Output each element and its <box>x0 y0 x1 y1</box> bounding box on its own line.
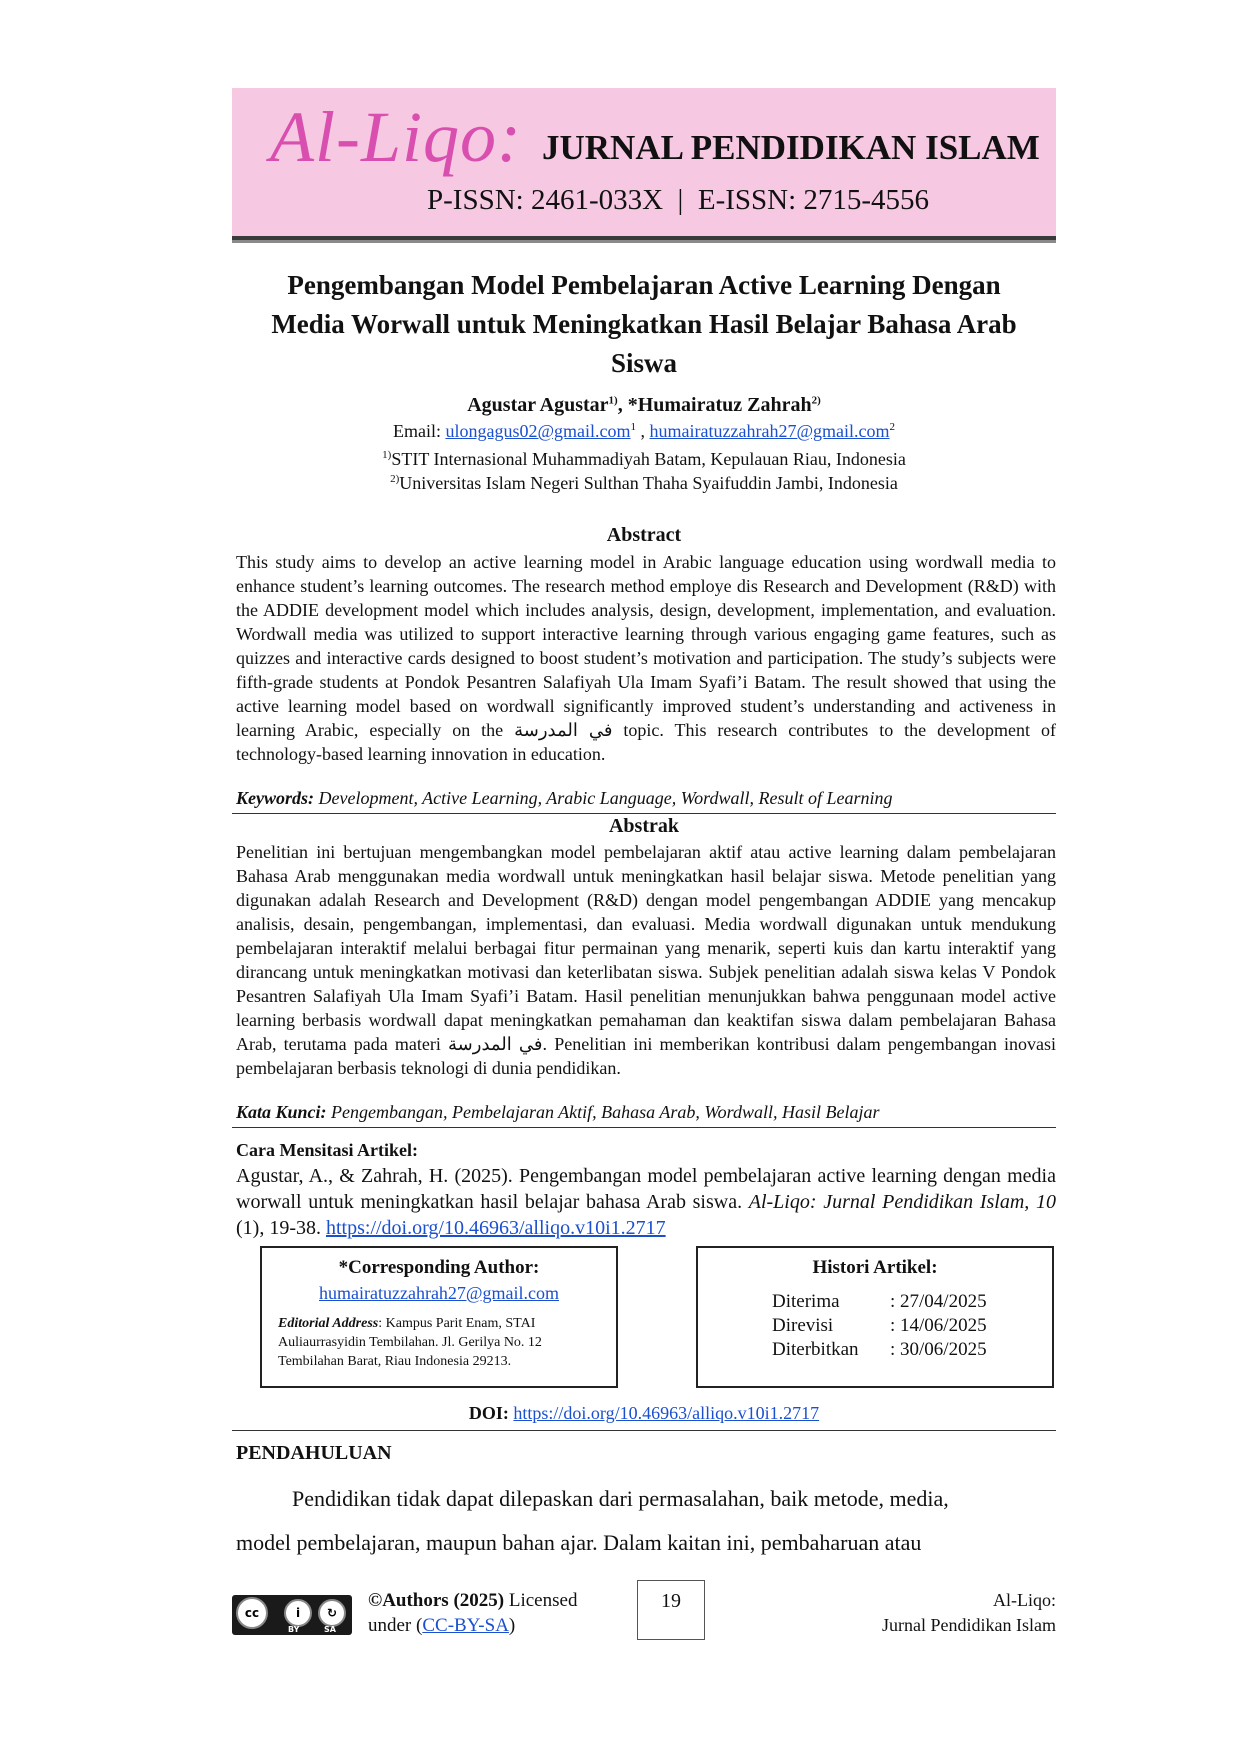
by-icon: i <box>284 1599 312 1627</box>
license-link[interactable]: CC-BY-SA <box>422 1615 509 1636</box>
page-number: 19 <box>637 1580 705 1640</box>
abstract-text: This study aims to develop an active learning model in Arabic language education using wordwall media to enhance student’s learning outcomes. The research method employe dis Research and Development (R&D) with the ADDIE development model which includes analysis, design, development, implementation, and evaluation. Wordwall media was utilized to support interactive learning through various engaging game features, such as quizzes and interactive cards designed to boost student’s motivation and participation. The study’s subjects were fifth-grade students at Pondok Pesantren Salafiyah Ula Imam Syafi’i Batam. The result showed that using the active learning model based on wordwall significantly improved student’s understanding and activeness in learning Arabic, especially on the في المدرسة topic. This research contributes to the development of technology-based learning innovation in education. <box>236 552 1056 764</box>
keywords: Keywords: Development, Active Learning, Arabic Language, Wordwall, Result of Learning <box>236 788 893 808</box>
divider <box>232 1430 1056 1431</box>
email-link-1[interactable]: ulongagus02@gmail.com <box>445 421 631 441</box>
citation-text: Agustar, A., & Zahrah, H. (2025). Pengembangan model pembelajaran active learning dengan media worwall untuk meningkatkan hasil belajar bahasa Arab siswa. Al-Liqo: Jurnal Pendidikan Islam, 10 (1), 19-38. https://doi.org/10.46963/alliqo.v10i1.2717 <box>236 1165 1056 1239</box>
cc-license-badge[interactable]: cc i ↻ BY SA <box>232 1595 352 1635</box>
journal-title: JURNAL PENDIDIKAN ISLAM <box>542 128 1040 167</box>
journal-brand: Al-Liqo: <box>270 97 522 177</box>
body-line: model pembelajaran, maupun bahan ajar. Dalam kaitan ini, pembaharuan atau <box>236 1530 922 1555</box>
section-heading: PENDAHULUAN <box>236 1442 392 1464</box>
author-1: Agustar Agustar <box>467 394 609 416</box>
cc-icon: cc <box>236 1597 268 1629</box>
footer-journal-name: Al-Liqo: Jurnal Pendidikan Islam <box>882 1590 1056 1635</box>
corresponding-author-box: *Corresponding Author: humairatuzzahrah27@gmail.com Editorial Address: Kampus Parit Enam, STAI Auliaurrasyidin Tembilahan. Jl. Gerilya No. 12 Tembilahan Barat, Riau Indonesia 29213. <box>260 1246 618 1388</box>
divider <box>232 1127 1056 1128</box>
arabic-term: في المدرسة <box>448 1034 543 1054</box>
license-text: ©Authors (2025) Licensed under (CC-BY-SA) <box>368 1590 578 1636</box>
editorial-address: Editorial Address: Kampus Parit Enam, STAI Auliaurrasyidin Tembilahan. Jl. Gerilya No. 12 Tembilahan Barat, Riau Indonesia 29213. <box>278 1316 542 1369</box>
affiliation-1: $^{1)}$STIT Internasional Muhammadiyah Batam, Kepulauan Riau, Indonesia <box>382 449 906 469</box>
corresponding-email-link[interactable]: humairatuzzahrah27@gmail.com <box>319 1283 559 1303</box>
article-history-box: Histori Artikel: Diterima : 27/04/2025 Direvisi : 14/06/2025 Diterbitkan : 30/06/2025 <box>696 1246 1054 1388</box>
history-row: Diterima : 27/04/2025 <box>772 1291 987 1312</box>
author-2: Humairatuz Zahrah <box>637 394 812 416</box>
body-line: Pendidikan tidak dapat dilepaskan dari permasalahan, baik metode, media, <box>292 1486 949 1511</box>
abstrak-heading: Abstrak <box>608 815 679 837</box>
arabic-term: في المدرسة <box>514 720 613 740</box>
abstrak-text: Penelitian ini bertujuan mengembangkan model pembelajaran aktif atau active learning dalam pembelajaran Bahasa Arab menggunakan media wordwall untuk meningkatkan hasil belajar siswa. Metode penelitian yang digunakan adalah Research and Development (R&D) dengan model pengembangan ADDIE yang mencakup analisis, desain, pengembangan, implementasi, dan evaluasi. Media wordwall digunakan untuk mendukung pembelajaran interaktif melalui berbagai fitur permainan yang menarik, seperti kuis dan kartu interaktif yang dirancang untuk meningkatkan motivasi dan keterlibatan siswa. Subjek penelitian adalah siswa kelas V Pondok Pesantren Salafiyah Ula Imam Syafi’i Batam. Hasil penelitian menunjukkan bahwa penggunaan model active learning berbasis wordwall dapat meningkatkan pemahaman dan keaktifan siswa dalam pembelajaran Bahasa Arab, terutama pada materi في المدرسة. Penelitian ini memberikan kontribusi dalam pengembangan inovasi pembelajaran berbasis teknologi di dunia pendidikan. <box>236 842 1056 1078</box>
article-title: Pengembangan Model Pembelajaran Active Learning Dengan Media Worwall untuk Meningkatkan Hasil Belajar Bahasa Arab Siswa <box>271 270 1017 378</box>
citation-heading: Cara Mensitasi Artikel: <box>236 1140 418 1160</box>
citation-doi-link[interactable]: https://doi.org/10.46963/alliqo.v10i1.2717 <box>325 1217 666 1239</box>
affiliation-2: $^{2)}$Universitas Islam Negeri Sulthan Thaha Syaifuddin Jambi, Indonesia <box>390 473 898 493</box>
journal-header <box>232 88 1056 240</box>
history-row: Diterbitkan : 30/06/2025 <box>772 1339 987 1360</box>
history-row: Direvisi : 14/06/2025 <box>772 1315 987 1336</box>
abstract-heading: Abstract <box>606 524 682 546</box>
doi-link[interactable]: https://doi.org/10.46963/alliqo.v10i1.2717 <box>513 1403 820 1423</box>
sa-icon: ↻ <box>318 1599 346 1627</box>
divider <box>232 813 1056 814</box>
journal-issn: P-ISSN: 2461-033X | E-ISSN: 2715-4556 <box>427 184 930 216</box>
email-link-2[interactable]: humairatuzzahrah27@gmail.com <box>649 421 890 441</box>
doi-line: DOI: https://doi.org/10.46963/alliqo.v10i1.2717 <box>468 1403 820 1423</box>
email-line: Email: ulongagus02@gmail.com$^1$ , humairatuzzahrah27@gmail.com$^2$ <box>392 421 896 441</box>
kata-kunci: Kata Kunci: Pengembangan, Pembelajaran Aktif, Bahasa Arab, Wordwall, Hasil Belajar <box>236 1102 880 1122</box>
author-line: Agustar Agustar$^{1)}$, *Humairatuz Zahrah$^{2)}$ <box>467 394 821 416</box>
